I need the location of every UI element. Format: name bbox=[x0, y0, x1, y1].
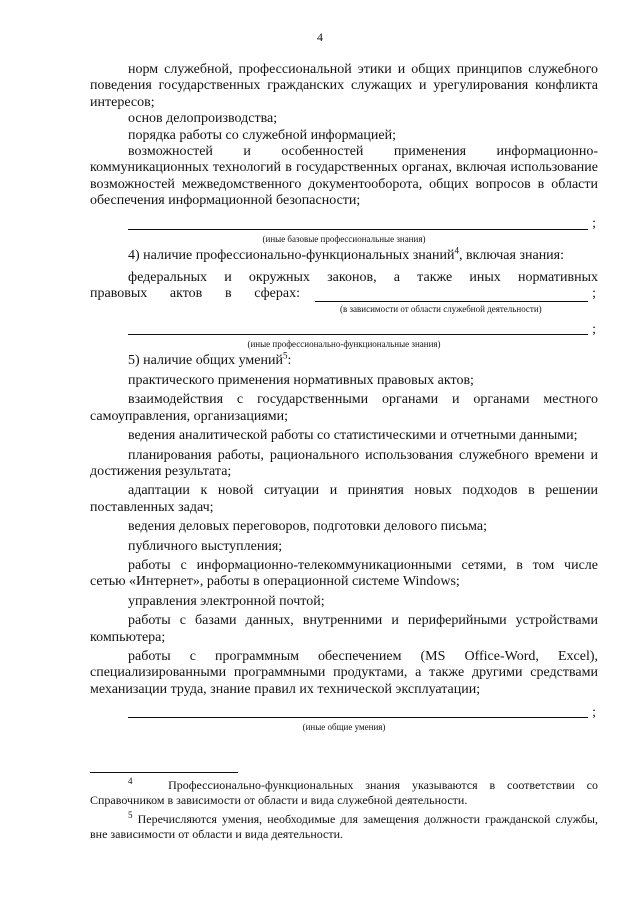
caption-general-skills: (иные общие умения) bbox=[302, 722, 386, 733]
item-5-text: 5) наличие общих умений bbox=[128, 353, 283, 369]
item-5-text-after: : bbox=[287, 353, 292, 369]
footnote-ref-5: 5 bbox=[282, 350, 288, 361]
paragraph-ethics: норм служебной, профессиональной этики и общих принципов служебного поведения государственных гражданских служащих и урегулирования конфликта интересов; bbox=[90, 62, 598, 110]
footnote-mark: 5 bbox=[128, 810, 133, 820]
item-4-laws: федеральных и окружных законов, а также иных нормативных bbox=[128, 270, 598, 286]
footnote-4 bbox=[90, 778, 598, 808]
skill-item: ведения аналитической работы со статистическими и отчетными данными; bbox=[128, 428, 578, 444]
spheres-word: актов bbox=[169, 286, 203, 302]
semicolon: ; bbox=[592, 216, 596, 232]
skill-item: работы с программным обеспечением (MS Office-Word, Excel), специализированными программными продуктами, а также другими средствами механизации труда, знание правил их технической эксплуатации; bbox=[90, 648, 598, 697]
footnote-text: Перечисляются умения, необходимые для замещения должности гражданской службы, вне зависимости от области и вида деятельности. bbox=[90, 812, 598, 841]
caption-spheres-text: (в зависимости от области служебной деятельности) bbox=[340, 304, 542, 315]
item-4-heading bbox=[90, 245, 598, 264]
blank-rule bbox=[128, 334, 588, 335]
skill-item: работы с информационно-телекоммуникационными сетями, в том числе сетью «Интернет», работы в операционной системе Windows; bbox=[90, 557, 598, 590]
document-body bbox=[90, 62, 598, 736]
skill-item: взаимодействия с государственными органами и органами местного самоуправления, организациями; bbox=[90, 392, 598, 424]
item-4-text-after: , включая знания: bbox=[458, 247, 565, 263]
item-5-heading bbox=[90, 350, 598, 369]
caption-spheres bbox=[90, 304, 598, 315]
blank-rule bbox=[128, 717, 588, 718]
caption-functional-knowledge: (иные профессионально-функциональные знания) bbox=[247, 339, 441, 350]
paragraph-info-handling: порядка работы со служебной информацией; bbox=[128, 127, 396, 143]
skill-item: публичного выступления; bbox=[128, 538, 283, 554]
paragraph-records: основ делопроизводства; bbox=[128, 111, 278, 127]
spheres-word: в bbox=[224, 286, 232, 302]
spheres-label bbox=[90, 286, 300, 302]
footnote-text: Профессионально-функциональных знания указываются в соответствии со Справочником в зависимости от области и вида служебной деятельности. bbox=[90, 778, 599, 807]
blank-line-general-skills bbox=[90, 701, 598, 721]
skill-item: работы с базами данных, внутренними и периферийными устройствами компьютера; bbox=[90, 613, 598, 645]
blank-line-basic-knowledge bbox=[90, 213, 598, 233]
blank-rule bbox=[315, 301, 588, 302]
skill-item: практического применения нормативных правовых актов; bbox=[128, 372, 474, 388]
footnote-mark: 4 bbox=[128, 776, 133, 786]
semicolon: ; bbox=[592, 322, 596, 338]
footnote-5 bbox=[90, 812, 598, 842]
footnotes bbox=[90, 778, 598, 842]
skill-item: ведения деловых переговоров, подготовки делового письма; bbox=[128, 519, 488, 535]
spheres-word: правовых bbox=[90, 286, 148, 302]
skill-item: управления электронной почтой; bbox=[128, 593, 325, 609]
footnote-separator bbox=[90, 772, 238, 773]
skill-item: адаптации к новой ситуации и принятия новых подходов в решении поставленных задач; bbox=[90, 483, 598, 515]
page-number: 4 bbox=[317, 30, 323, 44]
footnote-ref-4: 4 bbox=[454, 245, 459, 255]
semicolon: ; bbox=[592, 286, 596, 302]
skill-item: планирования работы, рационального использования служебного времени и достижения результата; bbox=[90, 447, 598, 479]
caption-basic-knowledge: (иные базовые профессиональные знания) bbox=[262, 233, 426, 244]
paragraph-ict: возможностей и особенностей применения информационно-коммуникационных технологий в государственных органах, включая использование возможностей межведомственного документооборота, общих вопросов в области обеспечения информационной безопасности; bbox=[90, 144, 598, 209]
blank-rule bbox=[128, 229, 588, 230]
spheres-word: сферах: bbox=[254, 286, 300, 302]
blank-line-functional-knowledge bbox=[90, 318, 598, 338]
spheres-line bbox=[90, 286, 598, 304]
item-4-text: 4) наличие профессионально-функциональных знаний bbox=[128, 247, 455, 263]
semicolon: ; bbox=[592, 704, 596, 720]
